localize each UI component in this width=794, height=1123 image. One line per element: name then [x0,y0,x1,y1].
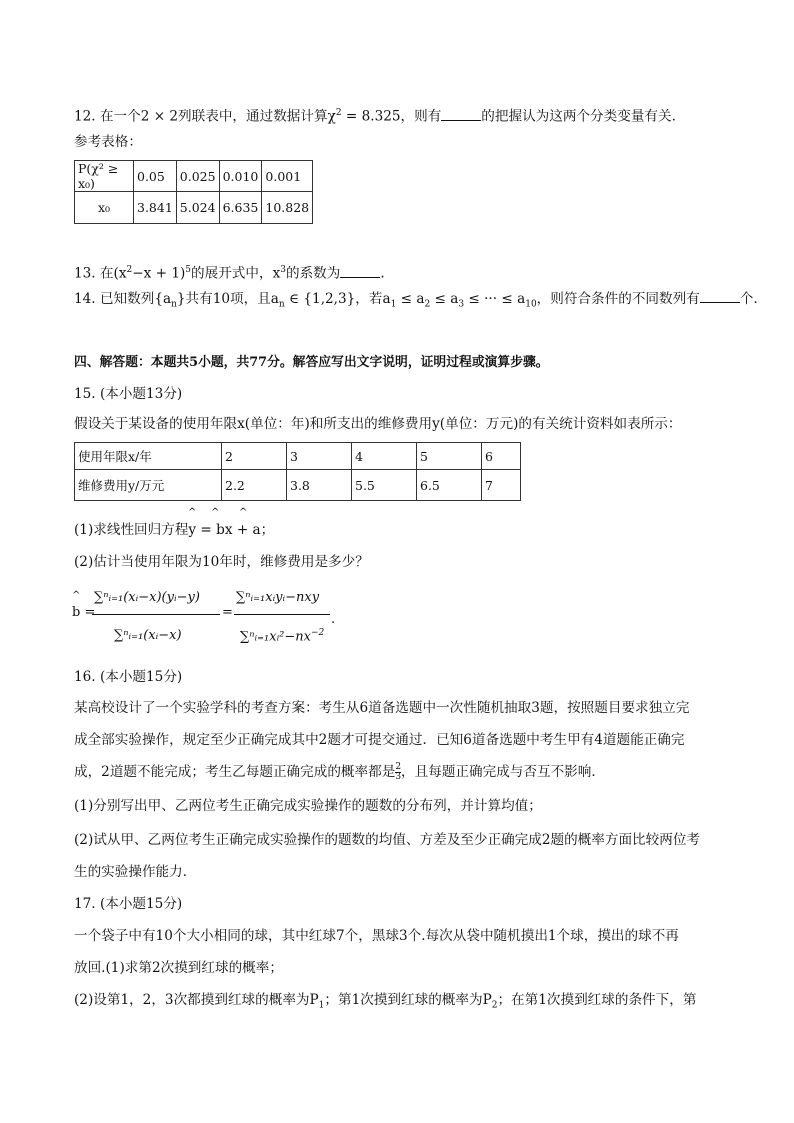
question-13 [74,260,385,284]
table-cell: 3.841 [134,192,177,224]
question-14 [74,289,758,315]
q16-line [74,762,605,782]
q17-line: 一个袋子中有10个大小相同的球，其中红球7个，黑球3个.每次从袋中随机摸出1个球，摸出的球不再 [74,928,679,944]
table-cell: 3.8 [287,470,352,501]
table-cell: 0.025 [176,161,219,192]
q14-sub: 10 [525,299,537,310]
q16-part2: 生的实验操作能力． [74,864,197,880]
q12-text-c: 的把握认为这两个分类变量有关. [481,108,676,125]
maintenance-table [74,442,521,501]
table-cell: 7 [482,470,521,501]
q16-header: 16. (本小题15分) [74,669,183,685]
table-cell: 0.05 [134,161,177,192]
q14-sub: 2 [424,299,431,310]
table-cell: 10.828 [262,192,313,224]
formula-sup: −2 [311,628,325,638]
question-12 [74,103,676,127]
q15-header: 15. (本小题13分) [74,386,183,402]
hat-mark: ^ [239,507,248,518]
q17-text: ；在第1次摸到红球的条件下，第 [497,992,697,1008]
q16-text: 成，2道题不能完成；考生乙每题正确完成的概率都是 [74,764,396,780]
table-cell: 2 [222,443,287,470]
fraction-numerator: 2 [395,762,402,772]
q12-sup: 2 [335,108,342,118]
q16-text: ，且每题正确完成与否互不影响． [401,764,605,780]
q14-text: 14. 已知数列{a [74,291,172,307]
q16-line: 成全部实验操作，规定至少正确完成其中2题才可提交通过．已知6道备选题中考生甲有4道题能正确完 [74,732,685,748]
hat-mark: ^ [188,507,197,518]
fraction-bar [234,614,330,615]
formula-numerator: ∑ⁿᵢ₌₁(xᵢ−x)(yᵢ−y) [94,590,200,605]
formula-denominator [240,628,324,644]
q13-sup: 2 [126,265,133,275]
q13-text: 的展开式中，x [191,265,281,282]
table-cell: 6.635 [219,192,262,224]
q14-text: ，则符合条件的不同数列有 [536,291,700,307]
table-cell: 0.010 [219,161,262,192]
section-heading: 四、解答题：本题共5小题，共77分。解答应写出文字说明，证明过程或演算步骤。 [74,355,549,370]
formula-denominator: ∑ⁿᵢ₌₁(xᵢ−x) [114,628,182,643]
table-cell: 5.5 [352,470,417,501]
q15-part2: (2)估计当使用年限为10年时，维修费用是多少？ [74,554,369,570]
formula-end: . [331,612,336,627]
q14-text: 个. [739,291,758,307]
answer-blank[interactable] [700,289,740,303]
q17-header: 17. (本小题15分) [74,896,183,912]
table-cell: 6.5 [417,470,482,501]
q17-sub: 2 [491,1000,498,1011]
formula-lhs: b = [72,605,96,620]
q14-text: ≤ a [396,291,425,307]
q13-sup: 5 [185,265,192,275]
q12-text: 12. 在一个2 × 2列联表中，通过数据计算χ [74,108,336,125]
q14-sub: 3 [458,299,465,310]
hat-mark: ^ [72,590,81,601]
q14-sub: n [278,299,285,310]
q16-line: 某高校设计了一个实验学科的考查方案：考生从6道备选题中一次性随机抽取3题，按照题目要求独立完 [74,700,690,716]
q13-text: 13. 在(x [74,265,127,282]
q13-text: −x + 1) [132,265,186,282]
table-cell: P(χ² ≥ x₀) [75,161,134,192]
q14-text: }共有10项，且a [176,291,279,307]
fraction-denominator: 3 [395,772,402,782]
q17-text: (2)设第1，2，3次都摸到红球的概率为P [74,992,319,1008]
q14-text: ∈ {1,2,3}，若a [284,291,391,307]
q13-text: 的系数为 [286,265,341,282]
q17-line [74,990,696,1016]
formula-denominator-text: ∑ⁿᵢ₌₁xᵢ²−nx [240,629,311,645]
answer-blank[interactable] [441,107,481,121]
table-cell: 使用年限x/年 [75,443,222,470]
table-cell: 3 [287,443,352,470]
reference-table [74,160,313,224]
formula-equals: = [222,605,233,620]
table-cell: 维修费用y/万元 [75,470,222,501]
ref-table-label: 参考表格： [74,134,142,150]
hat-mark: ^ [211,507,220,518]
table-cell: 2.2 [222,470,287,501]
table-cell: 4 [352,443,417,470]
q17-sub: 1 [318,1000,325,1011]
q17-text: ；第1次摸到红球的概率为P [324,992,492,1008]
answer-blank[interactable] [340,264,380,278]
q14-text: ≤ ··· ≤ a [464,291,526,307]
q16-part2: (2)试从甲、乙两位考生正确完成实验操作的题数的均值、方差及至少正确完成2题的概率方面比较两位考 [74,832,701,848]
q14-sub: n [171,299,177,310]
q12-text-b: = 8.325，则有 [341,108,442,125]
table-cell: 5 [417,443,482,470]
q13-text: . [380,265,385,282]
q14-sub: 1 [390,299,397,310]
q14-text: ≤ a [430,291,459,307]
fraction-bar [92,614,220,615]
q15-intro: 假设关于某设备的使用年限x(单位：年)和所支出的维修费用y(单位：万元)的有关统计资料如表所示： [74,416,682,432]
q13-sup: 3 [280,265,286,275]
q17-line: 放回.(1)求第2次摸到红球的概率； [74,960,283,976]
q15-part1: (1)求线性回归方程y = bx + a； [74,522,275,538]
table-cell: 0.001 [262,161,313,192]
table-cell: x₀ [75,192,134,224]
table-cell: 5.024 [176,192,219,224]
q16-part1: (1)分别写出甲、乙两位考生正确完成实验操作的题数的分布列，并计算均值； [74,798,542,814]
table-cell: 6 [482,443,521,470]
formula-numerator: ∑ⁿᵢ₌₁xᵢyᵢ−nxy [236,590,320,605]
